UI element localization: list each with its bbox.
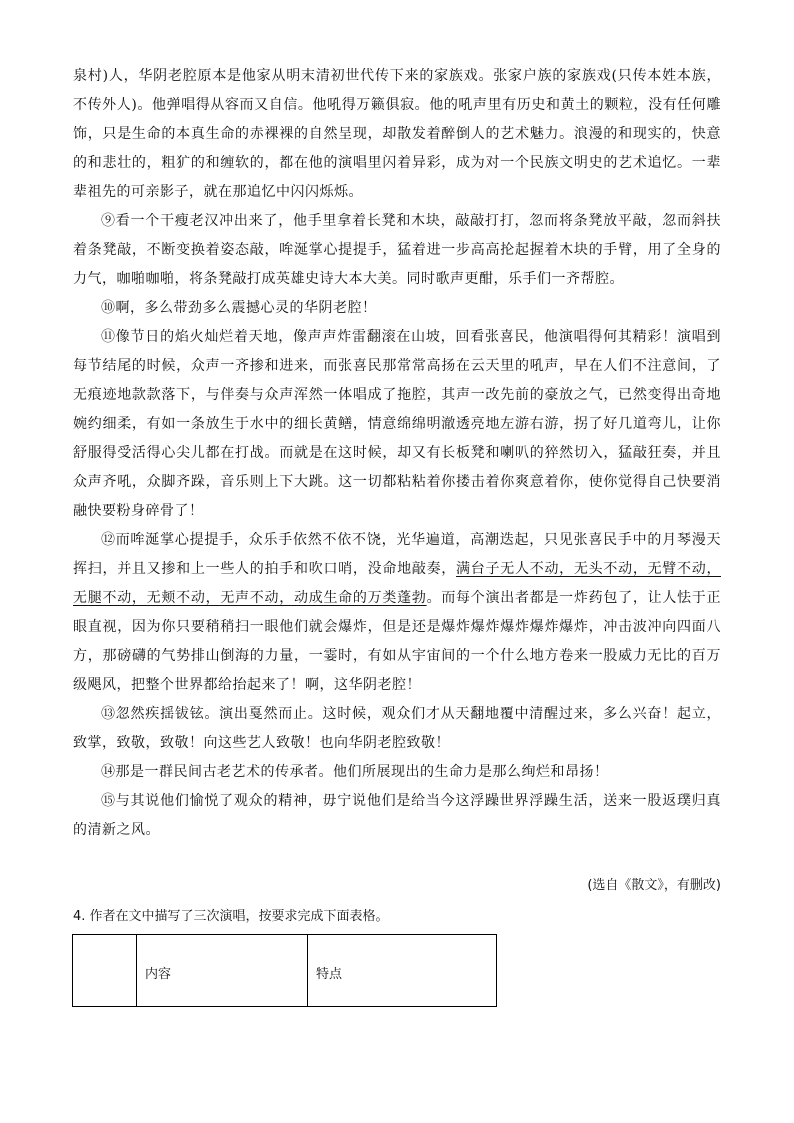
source-citation: (选自《散文》，有删改)	[587, 878, 721, 893]
question-4-prompt: 4. 作者在文中描写了三次演唱，按要求完成下面表格。	[73, 909, 389, 924]
paragraph-12-text-start: ⑫而哞涎掌心提提手，众乐手依然不依不饶，光华遍道，高潮迭起，只见张喜民手中的月琴漫天挥扫，并且又掺和上一些人的拍手和吹口哨，没命地敲奏，	[73, 532, 721, 577]
table-header-feature[interactable]: 特点	[308, 935, 497, 1007]
answer-table	[72, 934, 497, 1007]
underlined-sentence: 满台子无人不动，无头不动，无臂不动，无腿不动，无颊不动，无声不动，动成生命的万类蓬勃	[73, 561, 721, 606]
table-header-content[interactable]: 内容	[137, 935, 308, 1007]
article-body	[73, 62, 721, 845]
paragraph-11: ⑪像节日的焰火灿烂着天地，像声声炸雷翻滚在山坡，回看张喜民，他演唱得何其精彩！演唱到每节结尾的时候，众声一齐掺和进来，而张喜民那常常高扬在云天里的吼声，早在人们不注意间，了无痕迹地款款落下，与伴奏与众声浑然一体唱成了拖腔，其声一改先前的豪放之气，已然变得出奇地婉约细柔，有如一条放生于水中的细长黄鳝，情意绵绵明澈透亮地左游右游，拐了好几道弯儿，让你舒服得受活得心尖儿都在打战。而就是在这时候，却又有长板凳和喇叭的猝然切入，猛敲狂奏，并且众声齐吼，众脚齐跺，音乐则上下大跳。这一切都粘粘着你搂击着你爽意着你，使你觉得自己快要消融快要粉身碎骨了！	[73, 329, 721, 519]
paragraph-12	[73, 526, 721, 700]
table-row	[73, 935, 497, 1007]
paragraph-15: ⑮与其说他们愉悦了观众的精神，毋宁说他们是给当今这浮躁世界浮躁生活，送来一股返璞归真的清新之风。	[73, 793, 721, 838]
paragraph-12-text-end: 。而每个演出者都是一炸药包了，让人怯于正眼直视，因为你只要稍稍扫一眼他们就会爆炸，但是还是爆炸爆炸爆炸爆炸爆炸，冲击波冲向四面八方，那磅礴的气势排山倒海的力量，一霎时，有如从宇宙间的一个什么地方卷来一股威力无比的百万级飓风，把整个世界都给抬起来了！啊，这华阴老腔！	[73, 590, 722, 693]
table-header-blank[interactable]	[73, 935, 137, 1007]
paragraph-14: ⑭那是一群民间古老艺术的传承者。他们所展现出的生命力是那么绚烂和昂扬！	[101, 764, 609, 780]
paragraph-13: ⑬忽然疾揺钹铉。演出戛然而止。这时候，观众们才从天翻地覆中清醒过来，多么兴奋！起立，致掌，致敬，致敬！向这些艺人致敬！也向华阴老腔致敬！	[73, 706, 721, 751]
paragraph-10: ⑩啊，多么带劲多么震撼心灵的华阴老腔！	[101, 300, 377, 316]
paragraph-continued: 泉村)人，华阴老腔原本是他家从明末清初世代传下来的家族戏。张家户族的家族戏(只传本姓本族，不传外人)。他弹唱得从容而又自信。他吼得万籁俱寂。他的吼声里有历史和黄土的颗粒，没有任何雕饰，只是生命的本真生命的赤裸裸的自然呈现，却散发着醉倒人的艺术魅力。浪漫的和现实的，快意的和悲壮的，粗犷的和缠软的，都在他的演唱里闪着异彩，成为对一个民族文明史的艺术追忆。一辈辈祖先的可亲影子，就在那追忆中闪闪烁烁。	[73, 68, 721, 200]
paragraph-9: ⑨看一个干瘦老汉冲出来了，他手里拿着长凳和木块，敲敲打打，忽而将条凳放平敲，忽而斜扶着条凳敲，不断变换着姿态敲，哞涎掌心提提手，猛着进一步高高抡起握着木块的手臂，用了全身的力气，咖啪咖啪，将条凳敲打成英雄史诗大本大美。同时歌声更酣，乐手们一齐帮腔。	[73, 213, 721, 287]
